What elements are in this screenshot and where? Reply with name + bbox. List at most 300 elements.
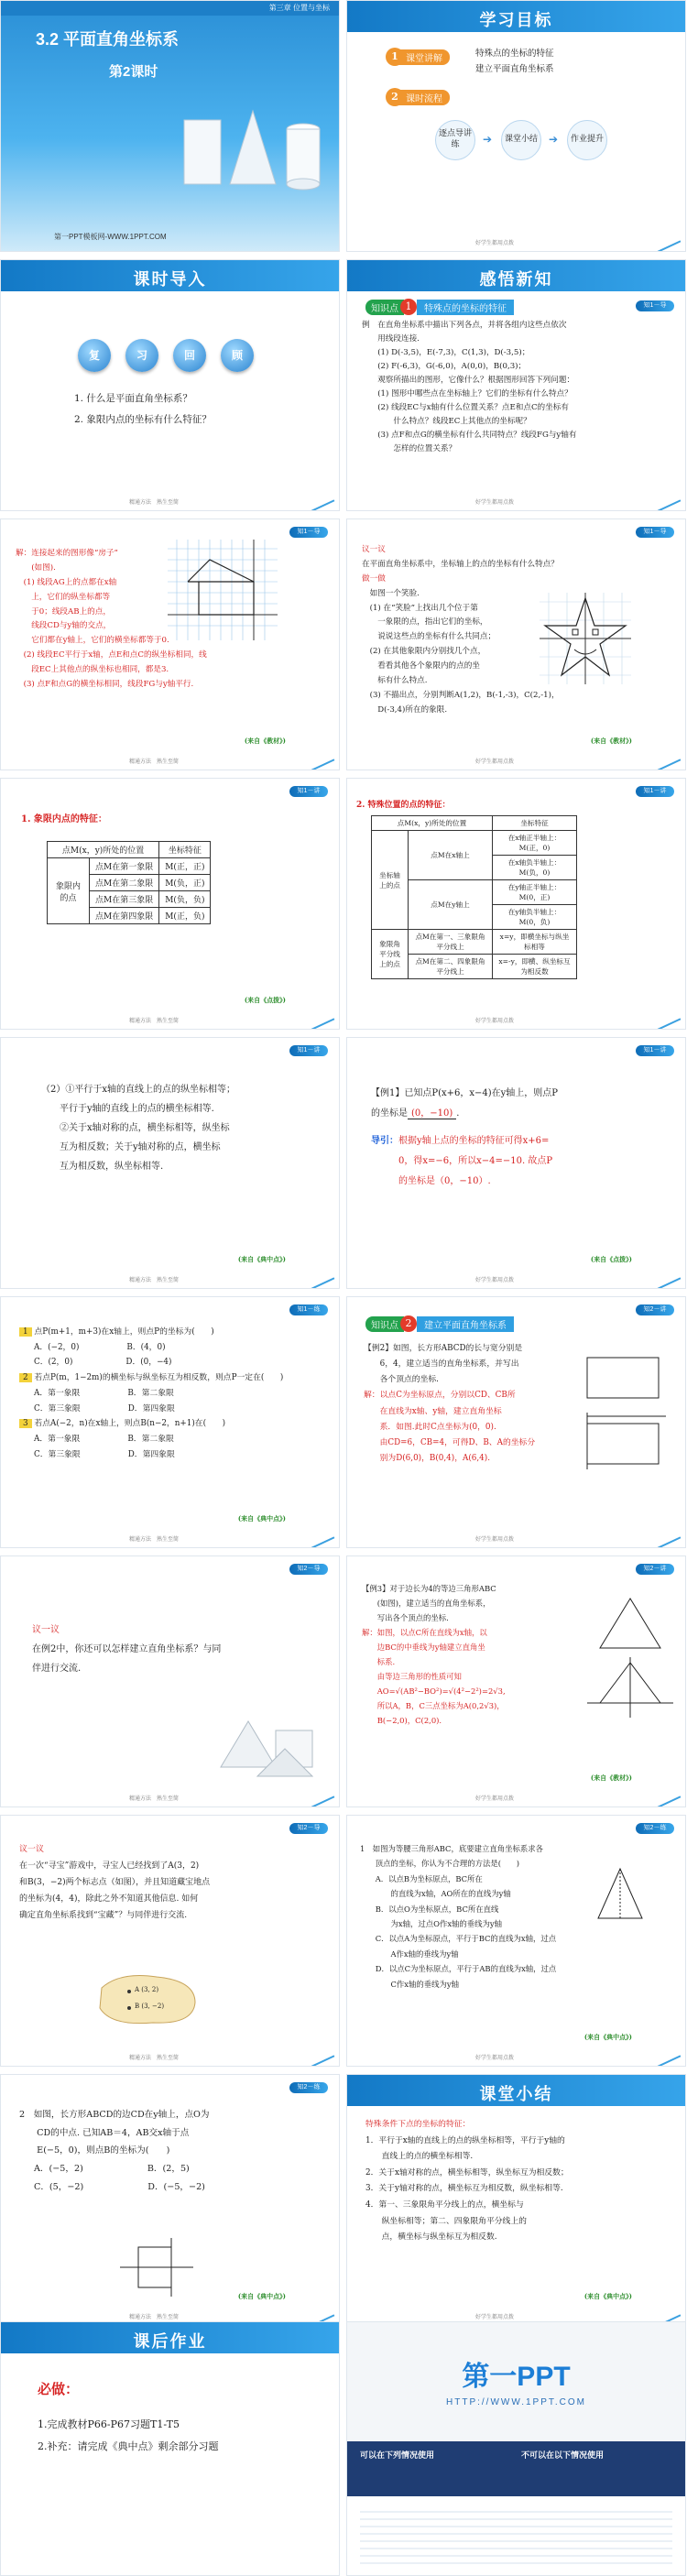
exercise-item [19,1370,322,1386]
table-header: 坐标特征 [159,842,211,858]
text-line: 的直线为x轴，AO所在的直线为y轴 [360,1889,511,1899]
slide-knowledge-point-2[interactable] [346,1296,686,1548]
slide-footer [347,1012,685,1029]
exercise-option[interactable]: A．第一象限 [34,1434,81,1444]
flow-step-3: 作业提升 [567,120,607,160]
discuss-text [32,1621,221,1678]
text-line: 确定直角坐标系找到“宝藏”？与同伴进行交流. [19,1911,188,1920]
review-button-2[interactable]: 习 [125,339,158,372]
text-line: 系．如图.此时C点坐标为(0，0). [364,1422,496,1432]
exercise-question: 若点P(m，1−2m)的横坐标与纵坐标互为相反数，则点P一定在( ) [34,1373,284,1383]
usage-band [347,2441,685,2496]
text-line: 观察所描出的图形，它像什么？根据图形回答下列问题： [362,376,575,386]
kp-number: 2 [400,1315,417,1332]
goal-2 [386,89,450,105]
brand-area [347,2322,685,2441]
pen-icon [648,1008,682,1030]
text-line: 【例3】对于边长为4的等边三角形ABC [362,1584,496,1593]
goal-2-number: 2 [386,88,404,106]
source-note: (来自《典中点》) [237,2292,286,2300]
knowledge-point-1 [365,299,514,315]
text-line: (2) 在其他象限内分别找几个点， [362,647,486,657]
brand-logo: 第一PPT [462,2362,571,2392]
exercise-option[interactable]: A．(−2，0) [34,1342,80,1352]
exercise-item [19,1325,322,1340]
section-tag: 知2－练 [289,2082,328,2093]
text-line: CD的中点. 已知AB＝4，AB交x轴于点 [19,2127,190,2138]
slide-exercise-triangle[interactable] [346,1815,686,2067]
usage-allowed-title: 可以在下列情况使用 [360,2450,435,2460]
text-line: 的坐标为(4，4)，除此之外不知道其他信息. 如何 [19,1894,199,1904]
slide-learning-goals[interactable] [346,0,686,252]
section-tag: 知2－导 [289,1823,328,1834]
footer-motto: 精通方法 熟生至简 [129,1278,180,1283]
slide-quadrant-table[interactable] [0,778,340,1030]
exercise-option[interactable]: C．(5，−2) [34,2181,84,2192]
text-line: 在例2中，你还可以怎样建立直角坐标系？与同 [32,1644,222,1654]
pen-icon [301,1526,335,1548]
pen-icon [648,2045,682,2067]
section-tag: 知1－练 [289,1304,328,1315]
text-line: (2) F(-6,3)，G(-6,0)，A(0,0)，B(0,3)； [362,362,527,372]
slide-parallel-symmetry[interactable] [0,1037,340,1289]
section-tag: 知1－导 [289,527,328,538]
text-line: 1 如图为等腰三角形ABC，底要建立直角坐标系求各 [360,1844,543,1853]
example-answer: (0，−10) [408,1108,456,1119]
kp-label: 知识点 [365,300,404,315]
text-line: 一象限的点，指出它们的坐标， [362,617,488,628]
text-line: 议一议 [19,1845,45,1854]
slide-special-table[interactable] [346,778,686,1030]
exercise-question: 点P(m+1，m+3)在x轴上，则点P的坐标为( ) [34,1327,214,1337]
table-cell: 点M在第一、三象限角平分线上 [409,930,493,955]
table-cell: x=y，即横坐标与纵坐标相等 [493,930,577,955]
text-line: （2）①平行于x轴的直线上的点的纵坐标相等； [41,1085,236,1095]
source-note: (来自《教材》) [590,737,632,745]
footer-motto: 好学生都用点拨 [475,1537,515,1543]
text-line: 2 如图，长方形ABCD的边CD在y轴上，点O为 [19,2110,210,2120]
source-note: (来自《典中点》) [583,2033,632,2041]
kp-text: 建立平面直角坐标系 [417,1316,514,1332]
text-line: 线段CD与y轴的交点， [16,621,112,631]
slide-footer [1,1790,339,1806]
footer-motto: 精通方法 熟生至简 [129,1537,180,1543]
text-line: 为x轴，过点O作x轴的垂线为y轴 [360,1918,503,1928]
footer-motto: 好学生都用点拨 [475,2315,515,2320]
special-table [371,815,577,979]
table-cell: M(负，负) [159,891,211,908]
source-note: (来自《教材》) [244,737,286,745]
text-line: (3) 不描出点，分别判断A(1,2)，B(-1,-3)，C(2,-1)， [362,690,560,700]
text-line: ②关于x轴对称的点，横坐标相等，纵坐标 [41,1123,230,1133]
geometric-solids-illustration [202,1694,331,1785]
exercise-option[interactable]: C．以点A为坐标原点，平行于BC的直线为x轴，过点 [360,1934,557,1944]
section-tag: 知1－讲 [636,1045,674,1056]
summary-text [365,2117,569,2246]
homework-item: 1.完成教材P66-P67习题T1-T5 [38,2418,180,2430]
pen-icon [648,748,682,770]
text-line: (3) 点F和点G的横坐标有什么共同特点？线段FG与y轴有 [362,431,577,441]
slide-branding[interactable] [346,2321,686,2576]
pen-icon [301,489,335,511]
section-tag: 知2－练 [636,1823,674,1834]
text-line: 议一议 [32,1625,60,1635]
footer-motto: 好学生都用点拨 [475,1796,515,1802]
footer-motto: 精通方法 熟生至简 [129,1019,180,1024]
exercise-number: 3 [19,1419,32,1428]
quadrant-table [47,841,211,924]
kp-label: 知识点 [365,1316,404,1332]
text-line: 由等边三角形的性质可知 [362,1671,462,1681]
text-line: (2) 线段EC平行于x轴，点E和点C的纵坐标相同，线 [16,650,207,660]
knowledge-point-2 [365,1315,514,1332]
text-line: (2) 线段EC与x轴有什么位置关系？点E和点C的坐标有 [362,403,569,413]
text-line: 互为相反数；关于y轴对称的点，横坐标 [41,1142,221,1152]
rectangle-figure [578,1352,670,1471]
exercise-option[interactable]: A．以点B为坐标原点，BC所在 [360,1873,483,1883]
slide-new-knowledge[interactable] [346,259,686,511]
table-cell: 点M在第四象限 [90,908,159,924]
flow-step-1: 逐点导讲练 [435,120,475,160]
exercise-text [360,1841,556,1992]
table-cell: 点M在第二、四象限角平分线上 [409,955,493,979]
text-line: 说说这些点的坐标有什么共同点； [362,632,496,642]
text-line: 别为D(6,0)，B(0,4)，A(6,4). [364,1453,491,1463]
text-line: 纵坐标相等；第二、四象限角平分线上的 [365,2216,527,2226]
treasure-text [19,1841,210,1924]
slide-house-solution[interactable] [0,518,340,770]
text-line: (如图). [16,562,56,573]
map-point-b: B (3, −2) [135,2003,165,2010]
header-band [1,260,339,291]
source-note: (来自《教材》) [590,1774,632,1782]
footer-motto: 精通方法 熟生至简 [129,500,180,506]
text-line: 标有什么特点. [362,676,428,686]
exercise-option[interactable]: D．(0，−4) [125,1358,172,1368]
text-line: 顶点的坐标，你认为不合理的方法是( ) [360,1859,520,1869]
slide-example-1[interactable] [346,1037,686,1289]
text-line: 6，4，建立适当的直角坐标系，并写出 [364,1359,519,1370]
footer-motto: 精通方法 熟生至简 [129,759,180,765]
pen-icon [648,1267,682,1289]
slide-footer [1,1272,339,1288]
text-line: (3) 点F和点G的横坐标相同，线段FG与y轴平行. [16,680,194,690]
row-group-label: 象限角平分线上的点 [372,930,409,979]
footer-motto: 好学生都用点拨 [475,1019,515,1024]
slide-footer [347,1790,685,1806]
text-line: 段EC上其他点的纵坐标也相同，都是3. [16,665,169,675]
arrow-right-icon: ➔ [549,133,559,146]
slide-discuss-1[interactable] [0,1555,340,1807]
text-line: 和B(3，−2)两个标志点（如图），并且知道藏宝地点 [19,1878,211,1887]
table-cell: 点M在第二象限 [90,875,159,891]
slide-heading: 课时导入 [133,270,207,289]
exercise-option[interactable]: C．第三象限 [34,1449,81,1459]
text-line: 各个顶点的坐标. [364,1375,439,1385]
exercise-option[interactable]: B．第二象限 [127,1388,174,1398]
text-line: (1) D(-3,5)，E(-7,3)，C(1,3)，D(-3,5)； [362,348,530,358]
table-cell: 点M在y轴上 [409,880,493,930]
question-2: 2. 象限内点的坐标有什么特征？ [74,414,212,426]
section-tag: 知1－导 [636,527,674,538]
table-cell: 点M在第三象限 [90,891,159,908]
exercise-option[interactable]: B．(2，5) [147,2163,190,2174]
exercise-option[interactable]: B．第二象限 [127,1434,174,1444]
text-line: (1) 在“笑脸”上找出几个位于第 [362,603,478,613]
homework-item: 2.补充：请完成《典中点》剩余部分习题 [38,2440,219,2453]
example-question: 【例1】已知点P(x+6，x−4)在y轴上，则点P [371,1088,559,1098]
activity-text [362,543,560,718]
text-line: (1) 图形中哪些点在坐标轴上？它们的坐标有什么特点？ [362,389,572,399]
table-cell: 在x轴正半轴上：M(正，0) [493,831,577,856]
text-line: 如图一个笑脸. [362,588,420,598]
slide-example-3[interactable] [346,1555,686,1807]
header-band [347,2075,685,2106]
triangle-figures [587,1593,673,1721]
table-cell: 点M在第一象限 [90,858,159,875]
exercise-text [19,2106,210,2196]
text-line: 3．关于y轴对称的点，横坐标互为相反数，纵坐标相等. [365,2184,563,2194]
exercise-option[interactable]: D．以点C为坐标原点，平行于AB的直线为x轴，过点 [360,1964,557,1974]
text-line: B(−2,0)，C(2,0). [362,1715,442,1725]
question-1: 1. 什么是平面直角坐标系？ [74,393,192,404]
table-cell: M(正，负) [159,908,211,924]
exercise-option[interactable]: C．第三象限 [34,1403,81,1414]
guide-line: 的坐标是（0，−10）. [398,1176,491,1186]
source-note: (来自《点拨》) [244,996,286,1004]
table-header: 点M(x，y)所处的位置 [48,842,159,858]
text-line: (1) 线段AG上的点都在x轴 [16,577,117,587]
footer-motto: 好学生都用点拨 [475,2056,515,2061]
footer-motto: 好学生都用点拨 [475,241,515,246]
row-group-label: 坐标轴上的点 [372,831,409,930]
goal-1-number: 1 [386,48,404,66]
header-band [347,260,685,291]
text-line: 互为相反数，纵坐标相等. [41,1162,164,1172]
header-band [347,1,685,32]
text-line: 2．关于x轴对称的点，横坐标相等，纵坐标互为相反数； [365,2167,569,2178]
text-line: 在直线为x轴、y轴，建立直角坐标 [364,1406,502,1416]
lesson-title: 3.2 平面直角坐标系 [36,30,180,49]
title-topbar [1,1,339,16]
slide-footer [1,2049,339,2066]
exercise-option[interactable]: D．(−5，−2) [147,2181,205,2192]
table-header: 坐标特征 [493,816,577,831]
text-line: A作x轴的垂线为y轴 [360,1948,459,1959]
section-tag: 知1－导 [636,300,674,311]
solution-text [16,547,207,693]
slide-footer [1,1531,339,1547]
guide-label: 导引： [371,1136,398,1146]
text-line: 议一议 [362,545,386,554]
text-line: 4．第一、三象限角平分线上的点，横坐标与 [365,2199,524,2210]
table-cell: x=-y，即横、纵坐标互为相反数 [493,955,577,979]
exercise-option[interactable]: B．以点O为坐标原点，BC所在直线 [360,1904,499,1914]
table-cell: 在y轴正半轴上：M(0，正) [493,880,577,905]
text-line: 所以A，B，C三点坐标为A(0,2√3)， [362,1700,505,1710]
source-note: (来自《点拨》) [590,1255,632,1263]
table-header: 点M(x，y)所处的位置 [372,816,493,831]
table-heading: 2. 特殊位置的点的特征： [356,801,451,810]
text-line: E(−5，0)，则点B的坐标为( ) [19,2145,170,2156]
slide-homework[interactable] [0,2321,340,2576]
slide-footer [347,235,685,251]
text-line: 1．平行于x轴的直线上的点的纵坐标相等，平行于y轴的 [365,2135,565,2145]
text-line: (如图)，建立适当的直角坐标系， [362,1598,491,1608]
text-line: 特殊条件下点的坐标的特征： [365,2120,471,2129]
rectangle-axes-figure [120,2236,193,2297]
section-tag: 知1－讲 [289,1045,328,1056]
kp-text: 特殊点的坐标的特征 [417,300,514,315]
section-tag: 知2－讲 [636,1564,674,1575]
slide-treasure-hunt[interactable] [0,1815,340,2067]
text-line: 【例2】如图，长方形ABCD的长与宽分别是 [364,1344,523,1353]
goal-1 [386,49,450,65]
source-note: (来自《典中点》) [583,2292,632,2300]
slide-heading: 课堂小结 [479,2085,553,2103]
watermark-text: 第一PPT模板网-WWW.1PPT.COM [54,233,167,241]
slide-footer [347,1272,685,1288]
example-question-cont: 的坐标是 [371,1108,408,1119]
text-line: 解：以点C为坐标原点，分别以CD、CB所 [364,1391,516,1401]
slide-heading: 课后作业 [133,2332,207,2351]
table-cell: M(负，正) [159,875,211,891]
text-line: 解：连接起来的图形像“房子” [16,549,118,558]
slide-footer [347,2049,685,2066]
exercise-option[interactable]: A．第一象限 [34,1388,81,1398]
section-tag: 知1－讲 [289,786,328,797]
slide-summary[interactable] [346,2074,686,2326]
link-list[interactable] [360,2505,672,2570]
text-line: 在一次“寻宝”游戏中，寻宝人已经找到了A(3，2) [19,1861,200,1871]
lesson-subtitle: 第2课时 [109,64,158,80]
text-line: 上，它们的纵坐标都等 [16,592,111,602]
pen-icon [648,230,682,252]
slide-footer [1,1012,339,1029]
review-button-3[interactable]: 回 [173,339,206,372]
footer-motto: 好学生都用点拨 [475,1278,515,1283]
table-heading: 1. 象限内点的特征： [21,814,107,824]
slide-exercises-1[interactable] [0,1296,340,1548]
slide-heading: 感悟新知 [479,270,553,289]
slide-footer [347,753,685,770]
isosceles-triangle-figure [593,1865,648,1924]
text-line: 由CD=6，CB=4，可得D、B、A的坐标分 [364,1437,536,1447]
exercise-option[interactable]: A．(−5，2) [34,2163,83,2174]
pen-icon [301,2045,335,2067]
table-cell: 在x轴负半轴上：M(负，0) [493,856,577,880]
guide-line: 0，得x=−6，所以x−4=−10. 故点P [398,1156,553,1166]
goal-line: 建立平面直角坐标系 [475,63,554,74]
table-cell: 点M在x轴上 [409,831,493,880]
pen-icon [648,489,682,511]
row-group-label: 象限内的点 [48,858,90,924]
pen-icon [648,1785,682,1807]
text-line: 在平面直角坐标系中，坐标轴上的点的坐标有什么特点？ [362,559,559,569]
exercise-option[interactable]: D．第四象限 [127,1449,175,1459]
treasure-map [93,1970,202,2028]
exercise-option[interactable]: B．(4，0) [126,1342,166,1352]
slide-footer [347,1531,685,1547]
table-cell: 在y轴负半轴上：M(0，负) [493,905,577,930]
slide-footer [1,753,339,770]
footer-motto: 精通方法 熟生至简 [129,2315,180,2320]
review-questions [74,388,212,431]
usage-denied-title: 不可以在以下情况使用 [521,2450,605,2460]
pen-icon [301,1267,335,1289]
text-line: 伴进行交流. [32,1664,82,1674]
slide-title[interactable] [0,0,340,252]
text-line: 边BC的中垂线为y轴建立直角坐 [362,1642,485,1652]
exercise-option[interactable]: D．第四象限 [127,1403,175,1414]
text-line: 用线段连接. [362,334,420,344]
goal-line: 特殊点的坐标的特征 [475,49,554,59]
exercise-option[interactable]: C．(2，0) [34,1358,73,1368]
pen-icon [301,748,335,770]
text-line: 解：如图，以点C所在直线为x轴，以 [362,1627,487,1637]
slide-exercise-rectangle[interactable] [0,2074,340,2326]
chapter-label: 第三章 位置与坐标 [268,4,330,12]
text-line: 它们都在y轴上，它们的横坐标都等于0. [16,636,169,646]
exercise-number: 2 [19,1373,32,1382]
footer-motto: 精通方法 熟生至简 [129,2056,180,2061]
goal-1-label: 课堂讲解 [398,49,450,65]
table-cell: M(正，正) [159,858,211,875]
text-line: 怎样的位置关系？ [362,444,457,454]
text-line: 于0；线段AB上的点， [16,606,111,617]
text-line: 看看其他各个象限内的点的坐 [362,661,480,671]
guide-line: 根据y轴上点的坐标的特征可得x+6= [398,1136,550,1146]
exercise-number: 1 [19,1327,32,1337]
footer-motto: 精通方法 熟生至简 [129,1796,180,1802]
text-line: C作x轴的垂线为y轴 [360,1979,459,1989]
text-line: 直线上的点的横坐标相等. [365,2152,474,2162]
arrow-right-icon: ➔ [483,133,493,146]
geometric-solids-illustration [166,74,331,212]
goal-2-label: 课时流程 [398,90,450,105]
flow-step-2: 课堂小结 [501,120,541,160]
footer-motto: 好学生都用点拨 [475,759,515,765]
text-line: D(-3,4)所在的象限. [362,704,448,715]
text-line: 写出各个顶点的坐标. [362,1612,449,1622]
rule-text [41,1080,235,1176]
example-text [362,319,576,456]
review-button-4[interactable]: 顾 [221,339,254,372]
section-tag: 知2－讲 [636,1304,674,1315]
review-button-1[interactable]: 复 [78,339,111,372]
slide-footer [1,494,339,510]
text-line: 什么特点？线段EC上其他点的坐标呢？ [362,417,531,427]
header-band [1,2322,339,2353]
source-note: (来自《典中点》) [237,1255,286,1263]
kp-number: 1 [400,299,417,315]
homework-list [38,2414,219,2458]
text-line: 平行于y轴的直线上的点的横坐标相等. [41,1104,214,1114]
pen-icon [301,1008,335,1030]
slide-smiley[interactable] [346,518,686,770]
must-do-label: 必做： [38,2381,80,2397]
example-1-text: 【例1】已知点P(x+6，x−4)在y轴上，则点P 的坐标是 (0，−10) . 导引：根据y轴上点的坐标的特征可得x+6= 0，得x=−6，所以x−4=−10. 故点P 的坐标是（0，−10）. [371,1084,558,1192]
pen-icon [648,1526,682,1548]
slide-intro[interactable] [0,259,340,511]
exercise-question: 若点A(−2，n)在x轴上，则点B(n−2，n+1)在( ) [34,1419,226,1429]
example-3-text [362,1582,506,1729]
brand-url[interactable]: HTTP://WWW.1PPT.COM [446,2397,586,2407]
slide-footer [347,494,685,510]
example-2-text [364,1341,535,1467]
text-line: AO=√(AB²−BO²)=√(4²−2²)=2√3, [362,1686,506,1696]
text-line: 做一做 [362,573,386,584]
